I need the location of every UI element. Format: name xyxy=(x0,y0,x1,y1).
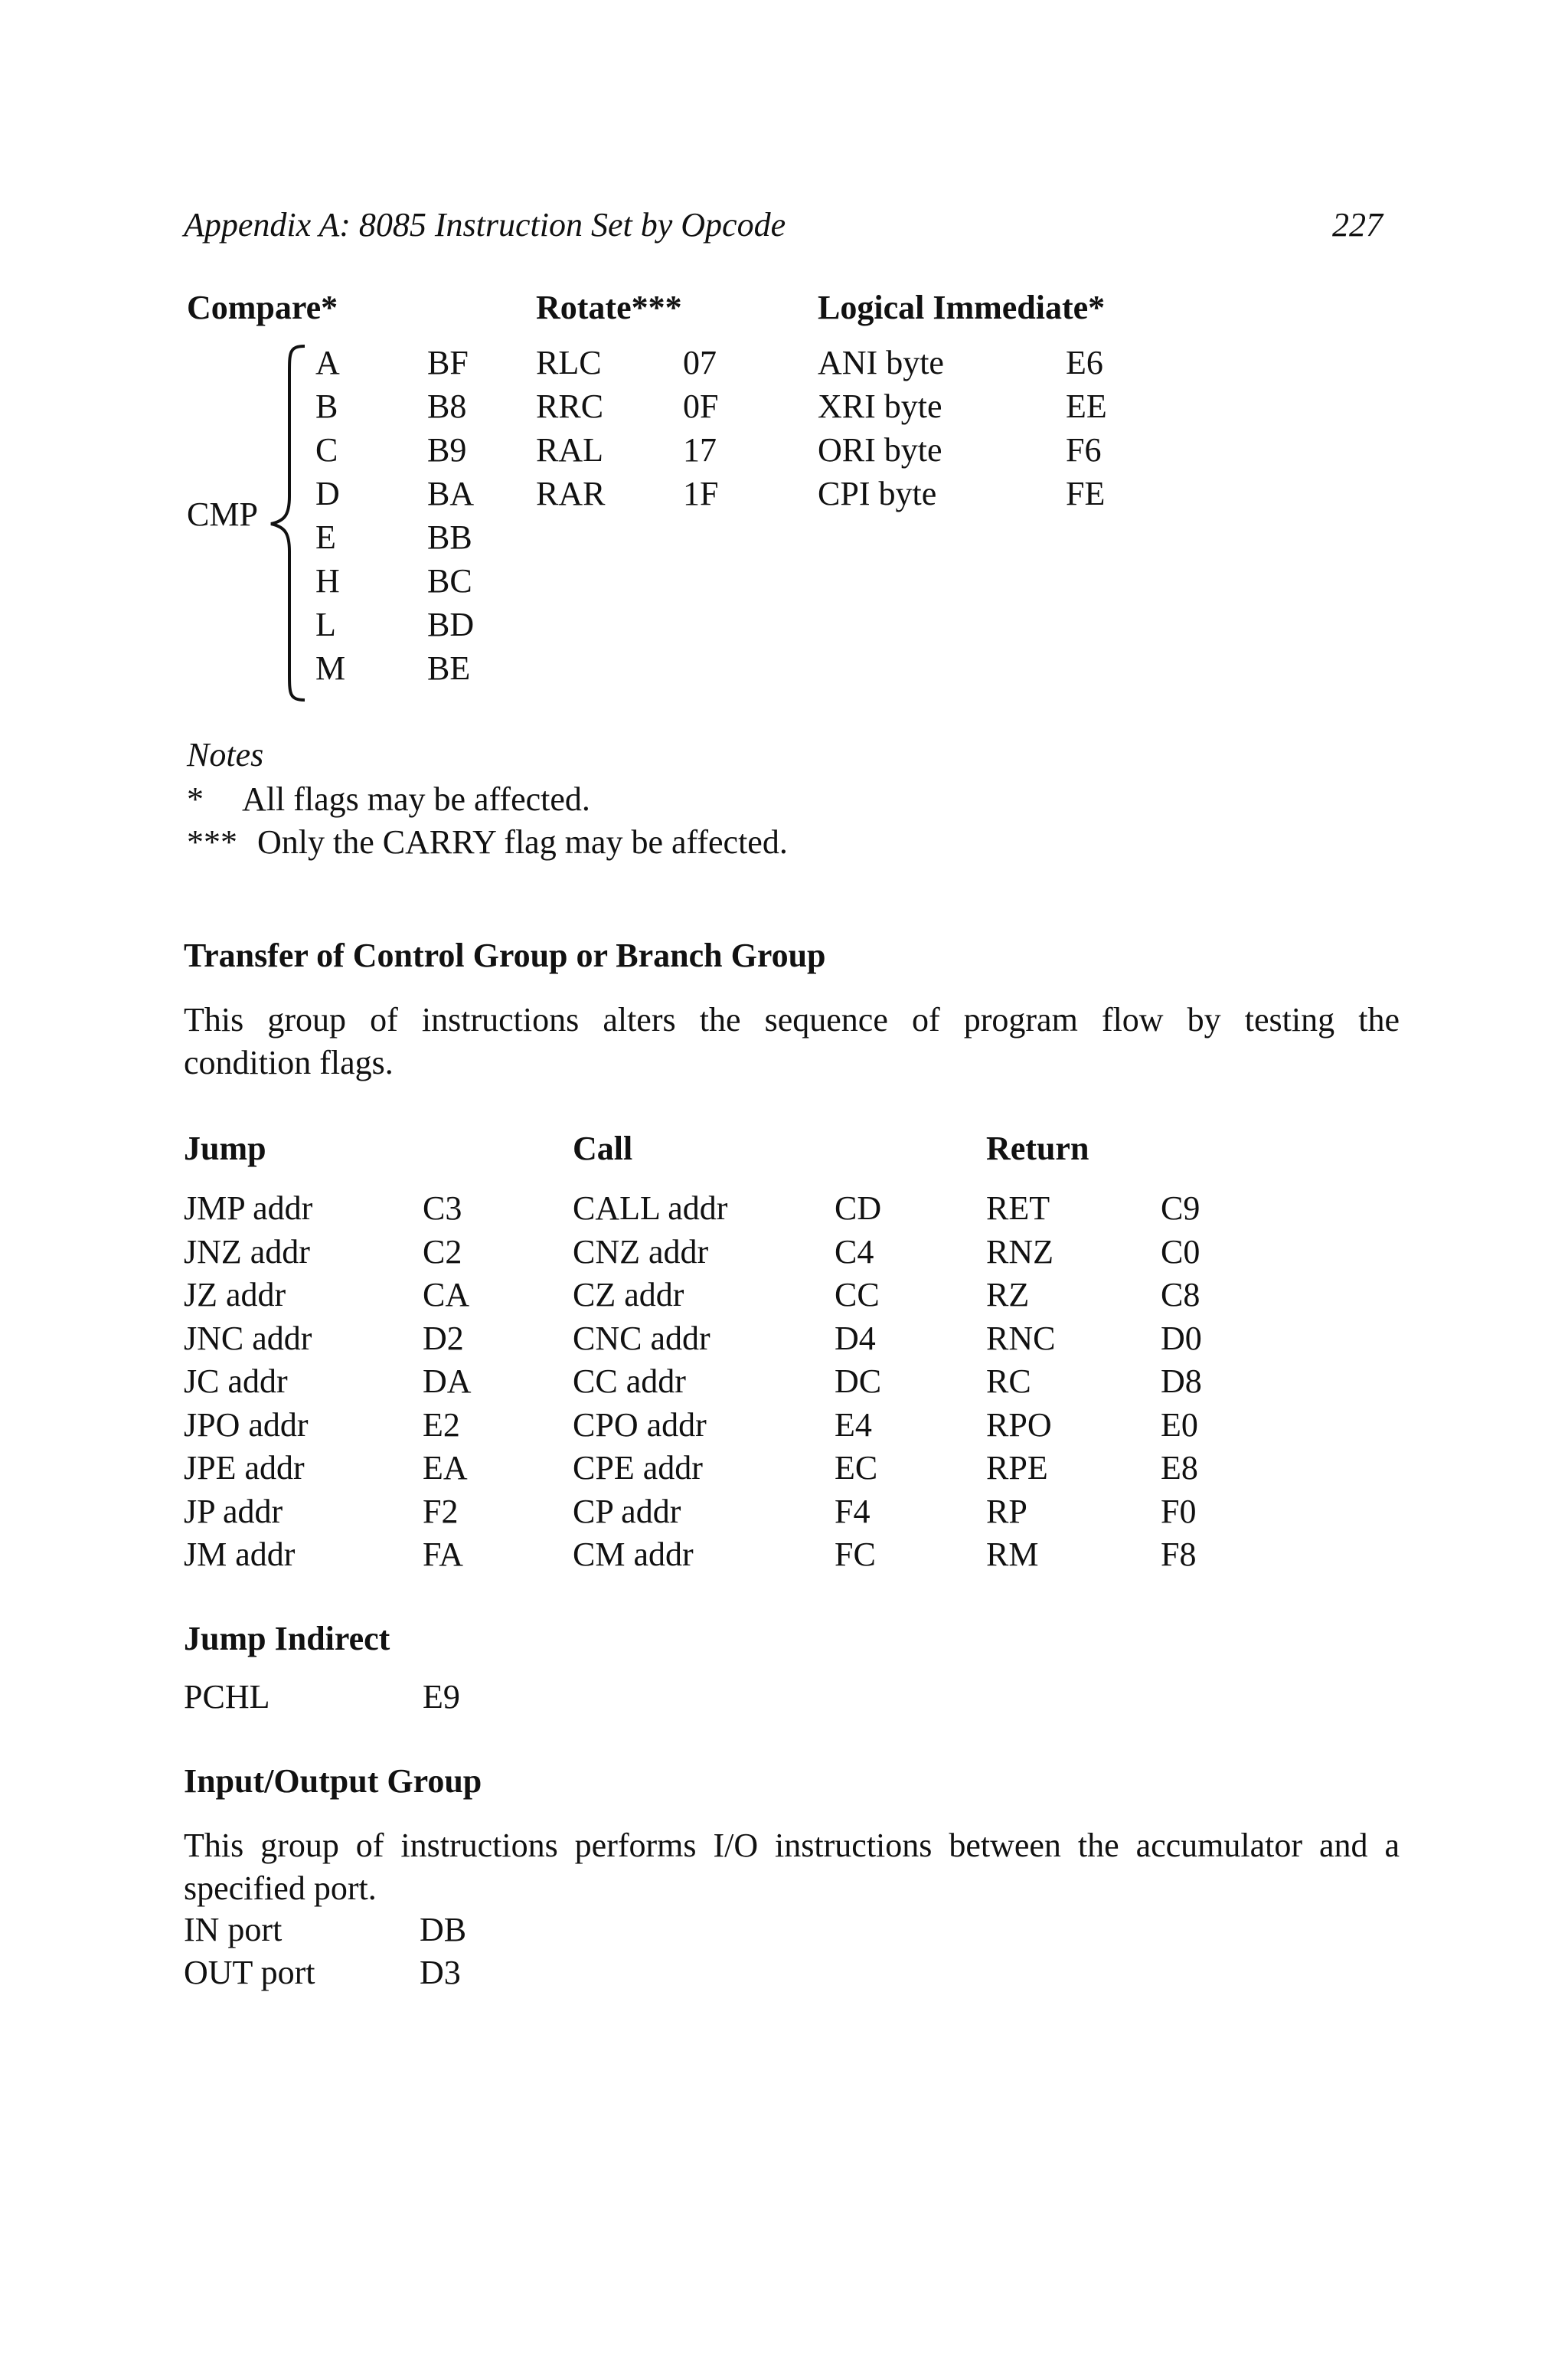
instruction-cell: CPE addr xyxy=(573,1449,703,1487)
opcode-cell: DA xyxy=(423,1362,472,1400)
paragraph-line: condition flags. xyxy=(184,1044,394,1081)
notes-heading: Notes xyxy=(187,736,264,774)
opcode-cell: CD xyxy=(835,1189,882,1227)
instruction-cell: JMP addr xyxy=(184,1189,313,1227)
opcode-cell: E8 xyxy=(1161,1449,1198,1487)
instruction-cell: JC addr xyxy=(184,1362,288,1400)
opcode-cell: C3 xyxy=(423,1189,462,1227)
register-cell: A xyxy=(315,344,340,381)
instruction-cell: CZ addr xyxy=(573,1276,684,1313)
opcode-cell: C8 xyxy=(1161,1276,1200,1313)
opcode-cell: FA xyxy=(423,1536,463,1573)
instruction-cell: RPO xyxy=(986,1405,1052,1444)
opcode-cell: 07 xyxy=(683,344,717,381)
opcode-cell: EE xyxy=(1066,388,1107,425)
opcode-cell: F4 xyxy=(835,1492,871,1530)
compare-heading: Compare* xyxy=(187,289,338,326)
instruction-cell: RRC xyxy=(536,388,604,425)
instruction-cell: RNZ xyxy=(986,1232,1054,1271)
opcode-cell: CC xyxy=(835,1276,880,1313)
instruction-cell: CM addr xyxy=(573,1536,694,1573)
opcode-cell: C0 xyxy=(1161,1232,1200,1271)
register-cell: E xyxy=(315,518,336,556)
instruction-cell: CPO addr xyxy=(573,1405,707,1444)
opcode-cell: E0 xyxy=(1161,1405,1198,1444)
register-cell: B xyxy=(315,388,338,425)
opcode-cell: BB xyxy=(427,518,472,556)
opcode-cell: BD xyxy=(427,606,475,643)
jump-indirect-heading: Jump Indirect xyxy=(184,1620,390,1657)
instruction-cell: JZ addr xyxy=(184,1276,286,1313)
pchl-opcode: E9 xyxy=(423,1678,460,1716)
opcode-cell: EC xyxy=(835,1449,878,1487)
instruction-cell: RET xyxy=(986,1189,1050,1227)
return-heading: Return xyxy=(986,1130,1089,1167)
opcode-cell: C4 xyxy=(835,1232,874,1271)
instruction-cell: RNC xyxy=(986,1319,1056,1357)
opcode-cell: C9 xyxy=(1161,1189,1200,1227)
opcode-cell: BE xyxy=(427,649,471,687)
opcode-cell: EA xyxy=(423,1449,468,1487)
opcode-cell: E4 xyxy=(835,1405,872,1444)
running-title: Appendix A: 8085 Instruction Set by Opcode xyxy=(184,206,786,244)
instruction-cell: CNZ addr xyxy=(573,1232,709,1271)
instruction-cell: RC xyxy=(986,1362,1031,1400)
opcode-cell: D3 xyxy=(420,1954,461,1991)
paragraph-line: This group of instructions alters the sequence of program flow by testing the xyxy=(184,1001,1400,1039)
opcode-cell: F6 xyxy=(1066,431,1102,469)
opcode-cell: F2 xyxy=(423,1492,459,1530)
instruction-cell: JPE addr xyxy=(184,1449,305,1487)
opcode-cell: F8 xyxy=(1161,1536,1197,1573)
instruction-cell: RZ xyxy=(986,1276,1030,1313)
note-text: Only the CARRY flag may be affected. xyxy=(257,823,788,861)
jump-heading: Jump xyxy=(184,1130,266,1167)
opcode-cell: FC xyxy=(835,1536,876,1573)
instruction-cell: JP addr xyxy=(184,1492,283,1530)
instruction-cell: RAR xyxy=(536,475,606,512)
opcode-cell: BC xyxy=(427,562,472,600)
instruction-cell: OUT port xyxy=(184,1954,315,1991)
opcode-cell: E2 xyxy=(423,1405,460,1444)
curly-brace-icon xyxy=(266,343,309,703)
page-number: 227 xyxy=(1332,206,1383,244)
logical-immediate-heading: Logical Immediate* xyxy=(818,289,1106,326)
opcode-cell: CA xyxy=(423,1276,470,1313)
register-cell: L xyxy=(315,606,336,643)
opcode-cell: DB xyxy=(420,1911,467,1948)
paragraph-line: specified port. xyxy=(184,1869,377,1907)
register-cell: H xyxy=(315,562,340,600)
opcode-cell: D0 xyxy=(1161,1319,1202,1357)
instruction-cell: RP xyxy=(986,1492,1027,1530)
instruction-cell: CC addr xyxy=(573,1362,686,1400)
register-cell: M xyxy=(315,649,346,687)
pchl-instruction: PCHL xyxy=(184,1678,270,1716)
instruction-cell: RAL xyxy=(536,431,603,469)
opcode-cell: B8 xyxy=(427,388,467,425)
register-cell: C xyxy=(315,431,338,469)
instruction-cell: CALL addr xyxy=(573,1189,728,1227)
call-heading: Call xyxy=(573,1130,633,1167)
instruction-cell: CP addr xyxy=(573,1492,681,1530)
instruction-cell: RLC xyxy=(536,344,602,381)
opcode-cell: D2 xyxy=(423,1319,464,1357)
opcode-cell: F0 xyxy=(1161,1492,1197,1530)
instruction-cell: ANI byte xyxy=(818,344,944,381)
instruction-cell: IN port xyxy=(184,1911,283,1948)
paragraph-line: This group of instructions performs I/O instructions between the accumulator and a xyxy=(184,1827,1400,1864)
instruction-cell: RM xyxy=(986,1536,1039,1573)
register-cell: D xyxy=(315,475,340,512)
opcode-cell: 17 xyxy=(683,431,717,469)
io-heading: Input/Output Group xyxy=(184,1762,482,1800)
instruction-cell: RPE xyxy=(986,1449,1048,1487)
opcode-cell: DC xyxy=(835,1362,882,1400)
section-heading: Transfer of Control Group or Branch Group xyxy=(184,937,826,974)
instruction-cell: XRI byte xyxy=(818,388,942,425)
instruction-cell: JPO addr xyxy=(184,1405,309,1444)
note-mark: * xyxy=(187,780,204,818)
opcode-cell: D4 xyxy=(835,1319,876,1357)
instruction-cell: ORI byte xyxy=(818,431,942,469)
opcode-cell: B9 xyxy=(427,431,467,469)
opcode-cell: FE xyxy=(1066,475,1106,512)
instruction-cell: JNC addr xyxy=(184,1319,312,1357)
opcode-cell: 1F xyxy=(683,475,719,512)
note-text: All flags may be affected. xyxy=(242,780,590,818)
instruction-cell: JM addr xyxy=(184,1536,296,1573)
instruction-cell: JNZ addr xyxy=(184,1232,310,1271)
opcode-cell: BF xyxy=(427,344,469,381)
opcode-cell: E6 xyxy=(1066,344,1103,381)
instruction-cell: CPI byte xyxy=(818,475,937,512)
note-mark: *** xyxy=(187,823,237,861)
rotate-heading: Rotate*** xyxy=(536,289,682,326)
opcode-cell: D8 xyxy=(1161,1362,1202,1400)
opcode-cell: C2 xyxy=(423,1232,462,1271)
instruction-cell: CNC addr xyxy=(573,1319,710,1357)
opcode-cell: BA xyxy=(427,475,475,512)
cmp-mnemonic: CMP xyxy=(187,496,258,533)
opcode-cell: 0F xyxy=(683,388,719,425)
